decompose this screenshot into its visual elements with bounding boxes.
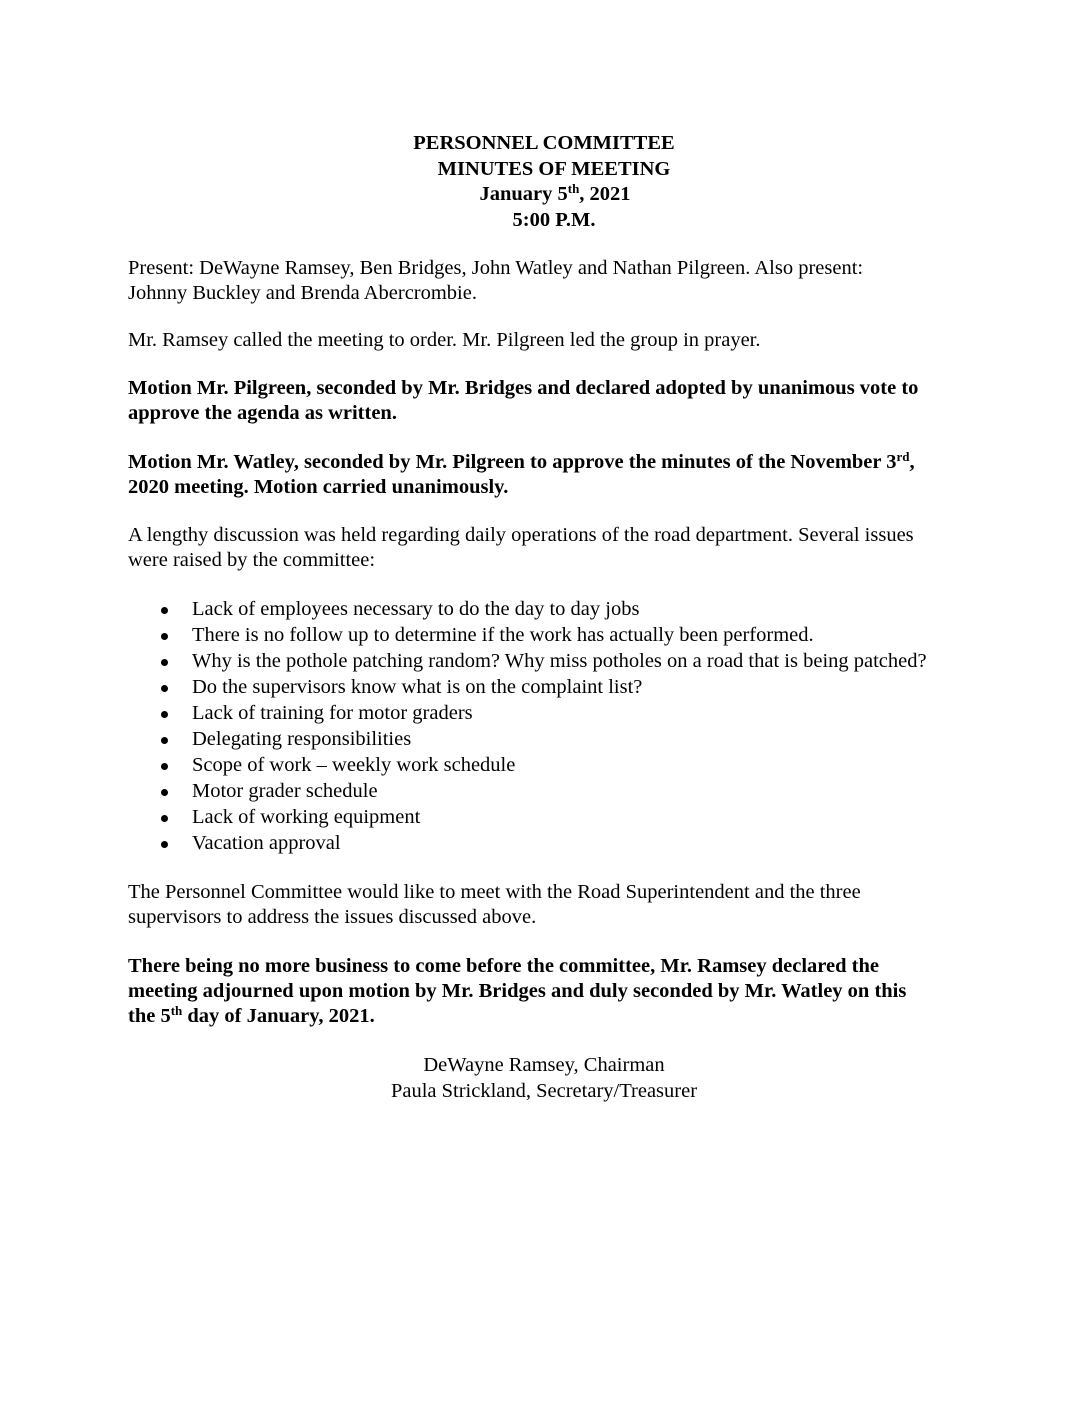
- meeting-date-year: , 2021: [579, 183, 631, 205]
- bullet-icon: [161, 633, 168, 640]
- secretary-signature: Paula Strickland, Secretary/Treasurer: [390, 1080, 698, 1102]
- agenda-motion-line-1: Motion Mr. Pilgreen, seconded by Mr. Bridges and declared adopted by unanimous vote to: [128, 377, 919, 399]
- signature-block: [0, 1052, 1088, 1104]
- bullet-icon: [161, 737, 168, 744]
- issue-text: There is no follow up to determine if the work has actually been performed.: [192, 624, 814, 646]
- minutes-motion-line-1-text: Motion Mr. Watley, seconded by Mr. Pilgreen to approve the minutes of the November 3: [128, 451, 897, 473]
- document-header: [0, 131, 1088, 233]
- issue-text: Do the supervisors know what is on the complaint list?: [192, 676, 643, 698]
- bullet-icon: [161, 815, 168, 822]
- bullet-icon: [161, 763, 168, 770]
- minutes-motion-line-1: [128, 450, 968, 475]
- bullet-icon: [161, 711, 168, 718]
- attendance-paragraph: [128, 256, 968, 306]
- adjournment-line-3: [128, 1004, 968, 1029]
- minutes-motion-comma: ,: [909, 451, 915, 473]
- list-item: [158, 805, 927, 831]
- adjournment-line-2: meeting adjourned upon motion by Mr. Bridges and duly seconded by Mr. Watley on this: [128, 980, 907, 1002]
- agenda-motion-line-2: approve the agenda as written.: [128, 402, 397, 424]
- followup-line-1: The Personnel Committee would like to meet with the Road Superintendent and the three: [128, 881, 861, 903]
- issue-text: Lack of training for motor graders: [192, 702, 473, 724]
- adjournment-line-3-prefix: the 5: [128, 1005, 171, 1027]
- committee-title: PERSONNEL COMMITTEE: [413, 132, 675, 154]
- issue-text: Vacation approval: [192, 832, 341, 854]
- issue-text: Scope of work – weekly work schedule: [192, 754, 516, 776]
- followup-paragraph: [128, 880, 968, 930]
- list-item: [158, 753, 927, 779]
- issue-text: Lack of working equipment: [192, 806, 421, 828]
- bullet-icon: [161, 685, 168, 692]
- list-item: [158, 675, 927, 701]
- list-item: [158, 649, 927, 675]
- list-item: [158, 623, 927, 649]
- meeting-date: [22, 182, 1088, 208]
- followup-line-2: supervisors to address the issues discussed above.: [128, 906, 537, 928]
- list-item: [158, 727, 927, 753]
- list-item: [158, 597, 927, 623]
- call-to-order-paragraph: [128, 328, 968, 353]
- chairman-signature: DeWayne Ramsey, Chairman: [423, 1054, 665, 1076]
- issue-text: Delegating responsibilities: [192, 728, 412, 750]
- meeting-date-ordinal: th: [567, 181, 580, 196]
- minutes-title: MINUTES OF MEETING: [437, 157, 671, 180]
- list-item: [158, 831, 927, 857]
- issue-text: Motor grader schedule: [192, 780, 378, 802]
- bullet-icon: [161, 607, 168, 614]
- list-item: [158, 701, 927, 727]
- minutes-motion-ordinal: rd: [896, 449, 910, 464]
- adjournment-paragraph: [128, 954, 968, 1029]
- bullet-icon: [161, 841, 168, 848]
- issue-text: Lack of employees necessary to do the day to day jobs: [192, 598, 640, 620]
- issues-list: [158, 597, 927, 857]
- attendance-line-1: Present: DeWayne Ramsey, Ben Bridges, John Watley and Nathan Pilgreen. Also present:: [128, 257, 864, 279]
- list-item: [158, 779, 927, 805]
- discussion-line-1: A lengthy discussion was held regarding daily operations of the road department. Several issues: [128, 524, 914, 546]
- adjournment-ordinal: th: [170, 1003, 183, 1018]
- adjournment-line-3-suffix: day of January, 2021.: [182, 1005, 375, 1027]
- issue-text: Why is the pothole patching random? Why miss potholes on a road that is being patched?: [192, 650, 927, 672]
- agenda-motion-paragraph: [128, 376, 968, 426]
- discussion-line-2: were raised by the committee:: [128, 549, 376, 571]
- attendance-line-2: Johnny Buckley and Brenda Abercrombie.: [128, 282, 477, 304]
- meeting-date-prefix: January 5: [479, 183, 568, 205]
- adjournment-line-1: There being no more business to come before the committee, Mr. Ramsey declared the: [128, 955, 879, 977]
- call-to-order-text: Mr. Ramsey called the meeting to order. Mr. Pilgreen led the group in prayer.: [128, 329, 761, 351]
- bullet-icon: [161, 659, 168, 666]
- meeting-time: 5:00 P.M.: [512, 208, 596, 231]
- discussion-paragraph: [128, 523, 968, 573]
- bullet-icon: [161, 789, 168, 796]
- minutes-motion-paragraph: [128, 450, 968, 500]
- minutes-motion-line-2: 2020 meeting. Motion carried unanimously.: [128, 476, 509, 498]
